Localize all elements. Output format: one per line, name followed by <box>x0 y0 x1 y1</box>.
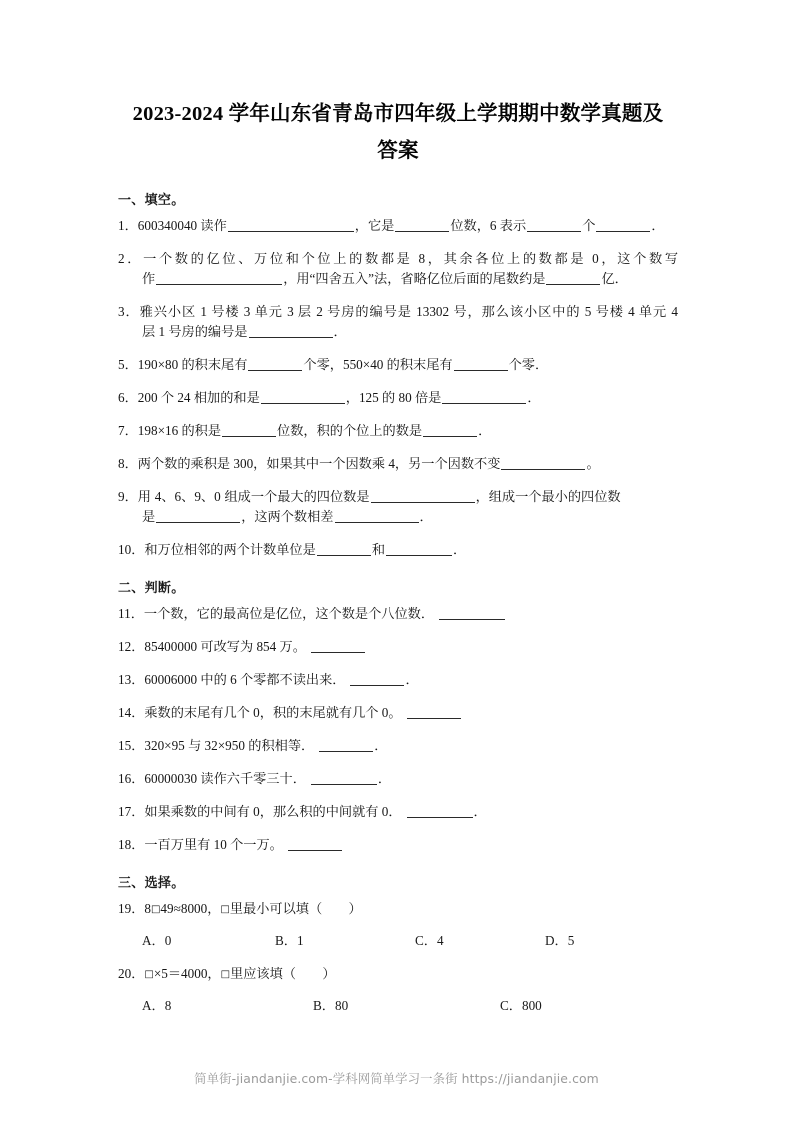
answer-blank[interactable] <box>311 639 365 653</box>
question-15 <box>118 736 678 756</box>
question-12-number: 12． <box>118 639 145 654</box>
question-2-text-line-1: 一个数的亿位、万位和个位上的数都是 8，其余各位上的数都是 0，这个数写 <box>143 251 679 266</box>
question-9-text-e: ． <box>419 509 433 524</box>
question-13 <box>118 670 678 690</box>
question-7 <box>118 421 678 441</box>
option-b[interactable]: B．1 <box>275 933 304 948</box>
question-12 <box>118 637 678 657</box>
question-3 <box>118 302 678 342</box>
answer-blank[interactable] <box>335 509 419 523</box>
question-1-text-b: ，它是 <box>354 218 395 233</box>
answer-blank[interactable] <box>156 509 240 523</box>
question-6-text-a: 200 个 24 相加的和是 <box>137 390 260 405</box>
question-14-line <box>118 703 678 723</box>
question-11 <box>118 604 678 624</box>
blank-box-icon: □ <box>144 969 154 980</box>
question-6-text-b: ，125 的 80 倍是 <box>345 390 442 405</box>
answer-blank[interactable] <box>156 271 282 285</box>
question-7-text-a: 198×16 的积是 <box>137 423 222 438</box>
answer-blank[interactable] <box>395 218 449 232</box>
question-18 <box>118 835 678 855</box>
question-9-line-1 <box>118 487 678 507</box>
question-12-text: 85400000 可改写为 854 万。 <box>144 639 306 654</box>
question-2-text-b: ，用“四舍五入”法，省略亿位后面的尾数约是 <box>283 271 546 286</box>
question-9-text-a: 用 4、6、9、0 组成一个最大的四位数是 <box>137 489 370 504</box>
question-7-line <box>118 421 678 441</box>
answer-blank[interactable] <box>248 357 302 371</box>
question-17-text-b: ． <box>473 804 487 819</box>
blank-box-icon: □ <box>150 904 161 915</box>
question-20-options <box>118 996 678 1016</box>
question-20-text-c: 里应该填（ ） <box>230 966 336 981</box>
question-19-options <box>118 931 678 951</box>
section-heading-fill-in-blank: 一、填空。 <box>118 192 185 207</box>
question-13-number: 13． <box>118 672 145 687</box>
answer-blank[interactable] <box>501 456 585 470</box>
answer-blank[interactable] <box>350 672 404 686</box>
question-19-number: 19． <box>118 901 145 916</box>
question-9-number: 9． <box>118 489 138 504</box>
question-10-text-a: 和万位相邻的两个计数单位是 <box>144 542 316 557</box>
question-15-number: 15． <box>118 738 145 753</box>
question-15-text-a: 320×95 与 32×950 的积相等． <box>144 738 315 753</box>
answer-blank[interactable] <box>546 271 600 285</box>
question-12-line <box>118 637 678 657</box>
question-20-number: 20． <box>118 966 145 981</box>
question-5 <box>118 355 678 375</box>
question-10-line <box>118 540 678 560</box>
answer-blank[interactable] <box>222 423 276 437</box>
question-8 <box>118 454 678 474</box>
question-15-text-b: ． <box>374 738 388 753</box>
answer-blank[interactable] <box>288 837 342 851</box>
question-18-text: 一百万里有 10 个一万。 <box>144 837 283 852</box>
question-3-line-2 <box>118 322 678 342</box>
question-3-number: 3． <box>118 304 140 319</box>
question-10-text-c: ． <box>453 542 467 557</box>
question-3-text-line-1: 雅兴小区 1 号楼 3 单元 3 层 2 号房的编号是 13302 号，那么该小区中的 5 号楼 4 单元 4 <box>139 304 679 319</box>
question-2-line-2 <box>118 269 678 289</box>
answer-blank[interactable] <box>317 542 371 556</box>
answer-blank[interactable] <box>386 542 452 556</box>
answer-blank[interactable] <box>596 218 650 232</box>
question-2-text-a: 作 <box>142 271 156 286</box>
question-9-text-b: ，组成一个最小的四位数 <box>475 489 621 504</box>
question-3-text-a: 层 1 号房的编号是 <box>142 324 248 339</box>
question-10 <box>118 540 678 560</box>
question-1-line <box>118 216 678 236</box>
answer-blank[interactable] <box>407 705 461 719</box>
answer-blank[interactable] <box>442 390 526 404</box>
question-5-text-a: 190×80 的积末尾有 <box>137 357 248 372</box>
answer-blank[interactable] <box>439 606 505 620</box>
question-1-text-d: 个 <box>582 218 596 233</box>
question-6 <box>118 388 678 408</box>
question-14-text: 乘数的末尾有几个 0，积的末尾就有几个 0。 <box>144 705 402 720</box>
page-title-line-1: 2023-2024 学年山东省青岛市四年级上学期期中数学真题及 <box>132 103 664 125</box>
question-5-text-c: 个零． <box>508 357 549 372</box>
question-9-text-c: 是 <box>142 509 156 524</box>
question-6-number: 6． <box>118 390 138 405</box>
question-8-text-b: 。 <box>586 456 600 471</box>
question-19-line <box>118 899 678 920</box>
page-content <box>118 96 678 1029</box>
page-title-line-2: 答案 <box>377 140 419 162</box>
question-6-text-c: ． <box>527 390 541 405</box>
question-10-number: 10． <box>118 542 145 557</box>
answer-blank[interactable] <box>423 423 477 437</box>
question-19 <box>118 899 678 920</box>
question-2-number: 2． <box>118 251 144 266</box>
question-5-number: 5． <box>118 357 138 372</box>
section-heading-true-false: 二、判断。 <box>118 580 185 595</box>
answer-blank[interactable] <box>371 489 475 503</box>
question-19-text-c: 里最小可以填（ ） <box>229 901 362 916</box>
question-17-number: 17． <box>118 804 145 819</box>
answer-blank[interactable] <box>454 357 508 371</box>
option-d[interactable]: D．5 <box>545 933 575 948</box>
question-9 <box>118 487 678 527</box>
question-20-text-a: ×5＝4000， <box>153 966 221 981</box>
page-title <box>118 96 678 170</box>
option-c[interactable]: C．800 <box>500 998 542 1013</box>
question-18-line <box>118 835 678 855</box>
question-11-line <box>118 604 678 624</box>
answer-blank[interactable] <box>261 390 345 404</box>
question-19-text-a: 8 <box>144 901 151 916</box>
answer-blank[interactable] <box>249 324 333 338</box>
option-a[interactable]: A．8 <box>142 998 172 1013</box>
question-13-text-b: ． <box>405 672 419 687</box>
question-17-text-a: 如果乘数的中间有 0，那么积的中间就有 0． <box>144 804 402 819</box>
footer-watermark: 简单街-jiandanjie.com-学科网简单学习一条街 https://jiandanjie.com <box>194 1071 599 1086</box>
question-6-line <box>118 388 678 408</box>
question-16 <box>118 769 678 789</box>
question-1-number: 1． <box>118 218 138 233</box>
question-7-number: 7． <box>118 423 138 438</box>
question-20-line <box>118 964 678 985</box>
question-15-line <box>118 736 678 756</box>
question-3-line-1 <box>118 302 678 322</box>
question-3-text-b: ． <box>333 324 347 339</box>
answer-blank[interactable] <box>228 218 354 232</box>
question-19-text-b: 49≈8000， <box>160 901 221 916</box>
question-16-text-b: ． <box>377 771 392 786</box>
question-8-number: 8． <box>118 456 138 471</box>
question-1 <box>118 216 678 236</box>
answer-blank[interactable] <box>319 738 373 752</box>
question-10-text-b: 和 <box>371 542 385 557</box>
question-16-number: 16． <box>118 771 145 786</box>
option-a[interactable]: A．0 <box>142 933 172 948</box>
question-7-text-c: ． <box>478 423 492 438</box>
option-c[interactable]: C．4 <box>415 933 444 948</box>
question-14-number: 14． <box>118 705 145 720</box>
question-11-number: 11． <box>118 606 144 621</box>
question-1-text-e: ． <box>651 218 665 233</box>
question-14 <box>118 703 678 723</box>
answer-blank[interactable] <box>527 218 581 232</box>
blank-box-icon: □ <box>220 969 231 980</box>
question-2 <box>118 249 678 289</box>
question-20 <box>118 964 678 985</box>
answer-blank[interactable] <box>311 771 377 785</box>
blank-box-icon: □ <box>220 904 230 915</box>
question-7-text-b: 位数，积的个位上的数是 <box>277 423 423 438</box>
section-heading-multiple-choice: 三、选择。 <box>118 875 185 890</box>
question-17-line <box>118 802 678 822</box>
question-11-text: 一个数，它的最高位是亿位，这个数是个八位数． <box>143 606 435 621</box>
question-9-line-2 <box>118 507 678 527</box>
answer-blank[interactable] <box>407 804 473 818</box>
question-1-text-a: 600340040 读作 <box>137 218 227 233</box>
question-18-number: 18． <box>118 837 145 852</box>
question-13-text-a: 60006000 中的 6 个零都不读出来． <box>144 672 346 687</box>
question-8-line <box>118 454 678 474</box>
option-b[interactable]: B．80 <box>313 998 349 1013</box>
question-1-text-c: 位数，6 表示 <box>450 218 527 233</box>
question-2-line-1 <box>118 249 678 269</box>
question-9-text-d: ，这两个数相差 <box>241 509 334 524</box>
question-16-text-a: 60000030 读作六千零三十． <box>144 771 306 786</box>
question-17 <box>118 802 678 822</box>
question-5-line <box>118 355 678 375</box>
question-5-text-b: 个零，550×40 的积末尾有 <box>303 357 453 372</box>
question-13-line <box>118 670 678 690</box>
question-16-line <box>118 769 678 789</box>
question-2-text-c: 亿． <box>601 271 628 286</box>
question-8-text-a: 两个数的乘积是 300，如果其中一个因数乘 4，另一个因数不变 <box>137 456 501 471</box>
